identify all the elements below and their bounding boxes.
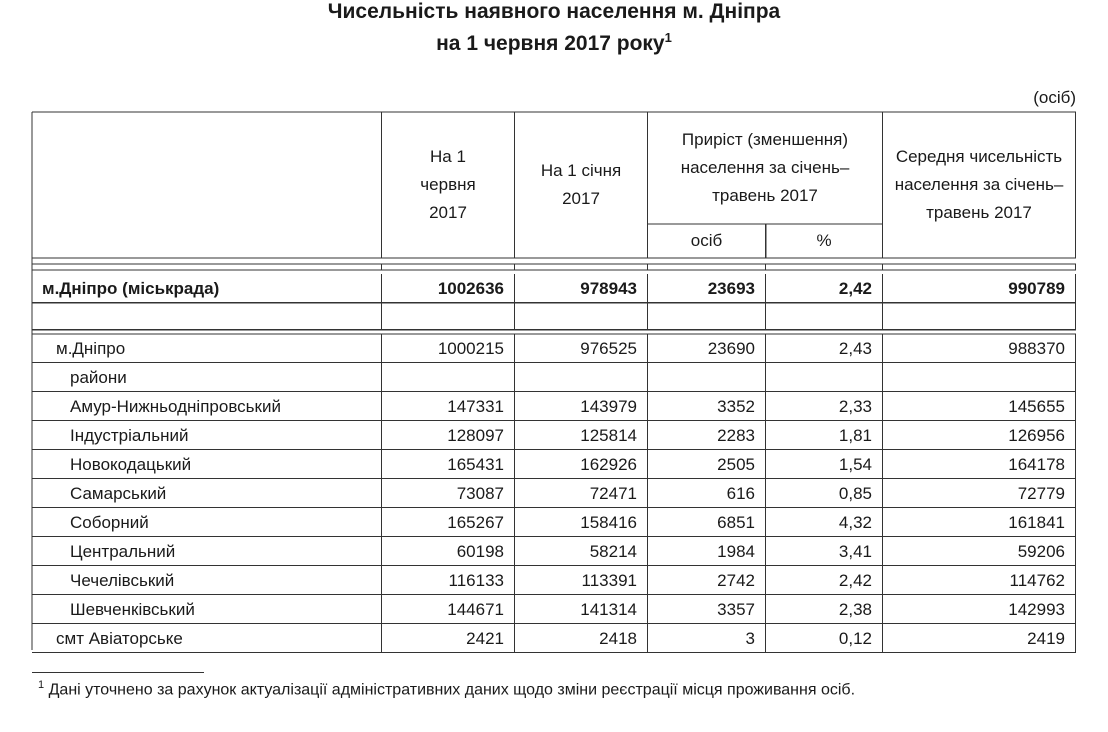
page-title: Чисельність наявного населення м. Дніпра (327, 0, 781, 23)
cell-growth: 23693 (648, 274, 766, 303)
cell-percent: 3,41 (766, 537, 883, 566)
header-jan: На 1 січня 2017 (515, 112, 648, 258)
row-label: Шевченківський (32, 595, 382, 624)
cell-average: 988370 (883, 334, 1076, 363)
row-label: Соборний (32, 508, 382, 537)
cell-jan: 125814 (515, 421, 648, 450)
empty-cell (883, 303, 1076, 330)
footnote-divider (32, 672, 204, 673)
cell-jan: 162926 (515, 450, 648, 479)
cell-percent: 0,12 (766, 624, 883, 653)
footnote-text: Дані уточнено за рахунок актуалізації адміністративних даних щодо зміни реєстрації місця проживання осіб. (48, 681, 856, 699)
cell-percent: 4,32 (766, 508, 883, 537)
spacer-cell (883, 264, 1076, 270)
cell-percent: 2,43 (766, 334, 883, 363)
cell-growth: 3 (648, 624, 766, 653)
cell-june: 1000215 (382, 334, 515, 363)
empty-cell (382, 303, 515, 330)
cell-growth: 6851 (648, 508, 766, 537)
row-label: Новокодацький (32, 450, 382, 479)
cell-june: 2421 (382, 624, 515, 653)
header-growth: Приріст (зменшення) населення за січень–травень 2017 (648, 112, 883, 224)
cell-percent: 1,81 (766, 421, 883, 450)
cell-jan: 978943 (515, 274, 648, 303)
row-label: Індустріальний (32, 421, 382, 450)
cell-june: 128097 (382, 421, 515, 450)
row-label: Центральний (32, 537, 382, 566)
cell-growth: 616 (648, 479, 766, 508)
spacer-cell (32, 264, 382, 270)
cell-june: 1002636 (382, 274, 515, 303)
footnote (38, 679, 855, 699)
empty-cell (515, 303, 648, 330)
empty-cell (32, 303, 382, 330)
cell-growth: 2505 (648, 450, 766, 479)
footnote-marker: 1 (38, 679, 45, 691)
cell-growth: 23690 (648, 334, 766, 363)
cell-june: 165431 (382, 450, 515, 479)
row-label: райони (32, 363, 382, 392)
row-label: м.Дніпро (міськрада) (32, 274, 382, 303)
cell-june: 147331 (382, 392, 515, 421)
cell-growth: 2742 (648, 566, 766, 595)
cell-percent: 2,38 (766, 595, 883, 624)
cell-average: 114762 (883, 566, 1076, 595)
empty-cell (648, 303, 766, 330)
cell-growth: 3352 (648, 392, 766, 421)
cell-jan: 976525 (515, 334, 648, 363)
spacer-cell (382, 264, 515, 270)
cell-average: 2419 (883, 624, 1076, 653)
header-average: Середня чисельність населення за січень–травень 2017 (883, 112, 1076, 258)
cell-jan: 2418 (515, 624, 648, 653)
cell-growth (648, 363, 766, 392)
row-label: Самарський (32, 479, 382, 508)
cell-percent (766, 363, 883, 392)
header-growth-percent: % (766, 224, 883, 258)
cell-jan: 158416 (515, 508, 648, 537)
cell-average: 164178 (883, 450, 1076, 479)
header-growth-persons: осіб (648, 224, 766, 258)
cell-percent: 1,54 (766, 450, 883, 479)
cell-june: 73087 (382, 479, 515, 508)
cell-jan: 113391 (515, 566, 648, 595)
row-label: м.Дніпро (32, 334, 382, 363)
cell-jan: 143979 (515, 392, 648, 421)
cell-june (382, 363, 515, 392)
cell-june: 165267 (382, 508, 515, 537)
cell-jan: 72471 (515, 479, 648, 508)
cell-average: 990789 (883, 274, 1076, 303)
header-name-col (32, 112, 382, 258)
row-label: смт Авіаторське (32, 624, 382, 653)
cell-average: 142993 (883, 595, 1076, 624)
cell-average: 72779 (883, 479, 1076, 508)
header-june: На 1 червня 2017 (382, 112, 515, 258)
cell-percent: 2,33 (766, 392, 883, 421)
cell-average (883, 363, 1076, 392)
empty-cell (766, 303, 883, 330)
unit-label: (осіб) (1033, 88, 1076, 107)
row-label: Чечелівський (32, 566, 382, 595)
cell-jan (515, 363, 648, 392)
cell-percent: 2,42 (766, 274, 883, 303)
row-label: Амур-Нижньодніпровський (32, 392, 382, 421)
cell-jan: 141314 (515, 595, 648, 624)
footnote-marker: 1 (664, 30, 672, 45)
cell-average: 59206 (883, 537, 1076, 566)
cell-growth: 1984 (648, 537, 766, 566)
cell-average: 161841 (883, 508, 1076, 537)
spacer-cell (648, 264, 766, 270)
page-subtitle: на 1 червня 2017 року$^1$ (436, 30, 672, 55)
cell-percent: 2,42 (766, 566, 883, 595)
spacer-cell (766, 264, 883, 270)
cell-growth: 2283 (648, 421, 766, 450)
cell-average: 145655 (883, 392, 1076, 421)
cell-june: 116133 (382, 566, 515, 595)
cell-average: 126956 (883, 421, 1076, 450)
spacer-cell (515, 264, 648, 270)
cell-june: 60198 (382, 537, 515, 566)
cell-percent: 0,85 (766, 479, 883, 508)
cell-growth: 3357 (648, 595, 766, 624)
cell-june: 144671 (382, 595, 515, 624)
cell-jan: 58214 (515, 537, 648, 566)
